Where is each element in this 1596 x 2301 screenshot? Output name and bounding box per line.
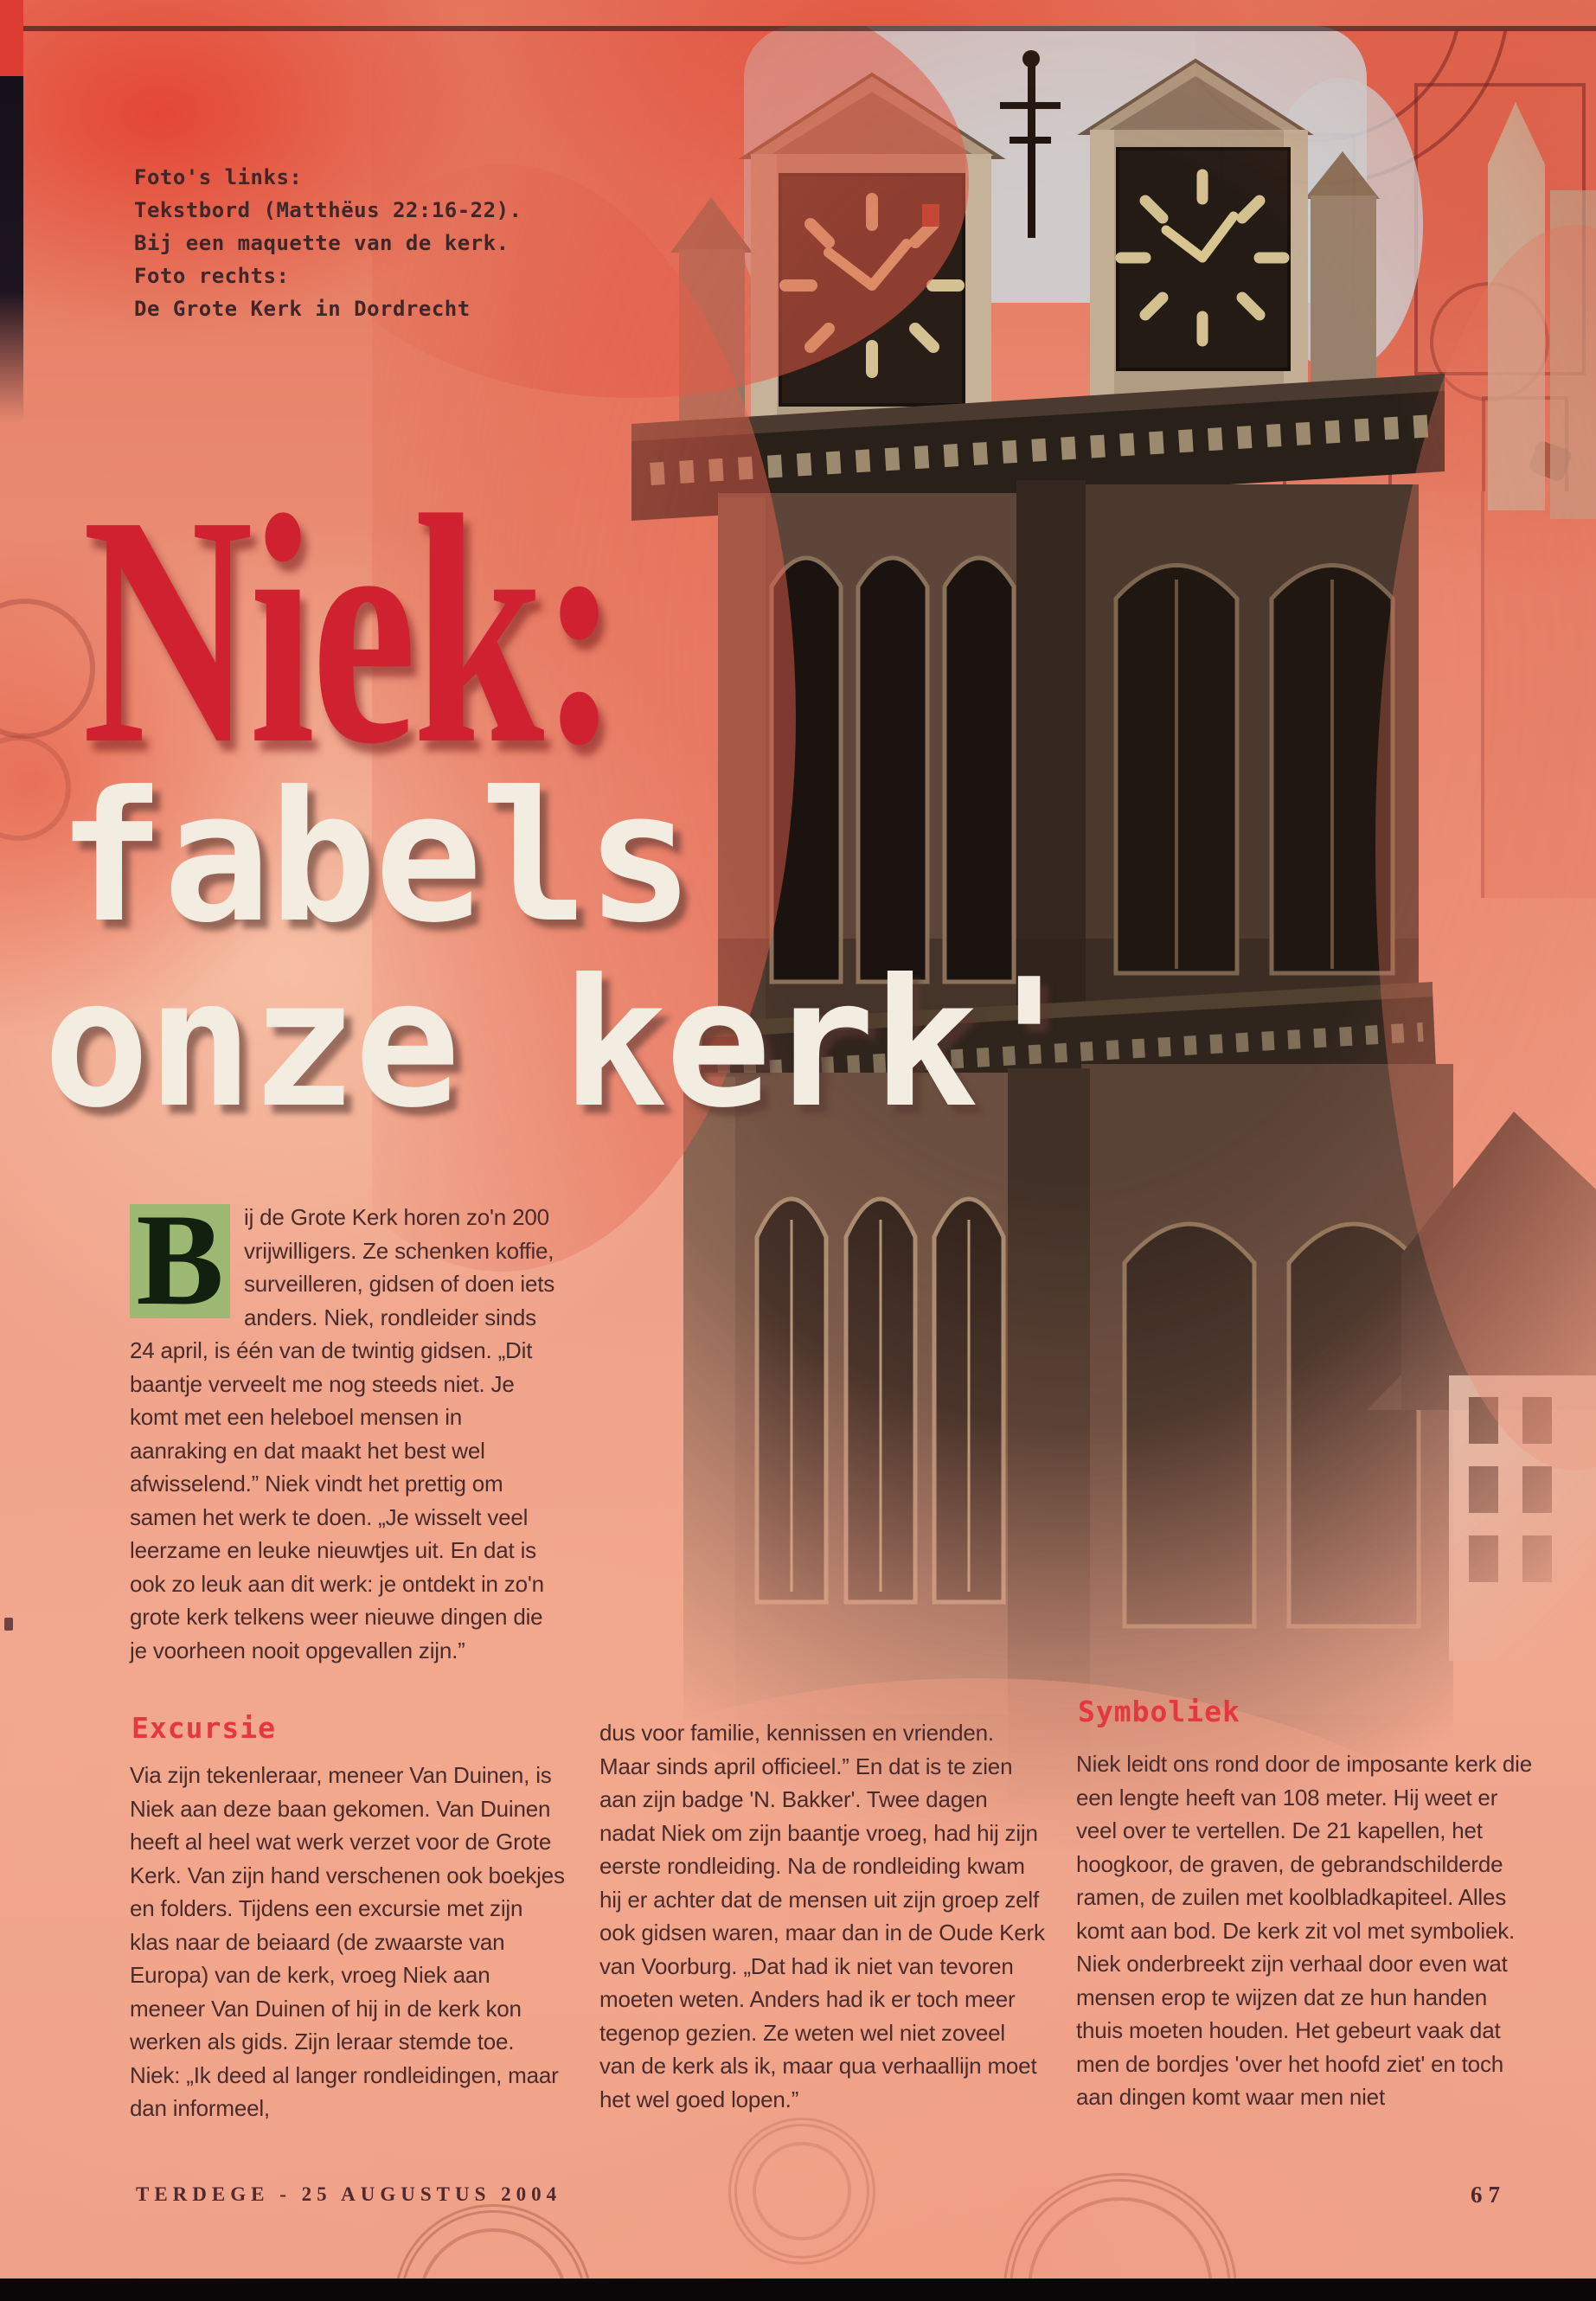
ornament-rosette bbox=[728, 2118, 875, 2265]
bottom-bar bbox=[0, 2279, 1596, 2301]
caption-line: Foto rechts: bbox=[134, 264, 290, 288]
caption-line: De Grote Kerk in Dordrecht bbox=[134, 297, 471, 321]
ornament-circle bbox=[0, 599, 95, 739]
upper-lancet-windows bbox=[772, 558, 1014, 982]
section-heading-excursie: Excursie bbox=[131, 1711, 276, 1745]
corner-red-block bbox=[0, 0, 23, 76]
left-edge-strip bbox=[0, 76, 23, 422]
symboliek-paragraph: Niek leidt ons rond door de imposante kerk die een lengte heeft van 108 meter. Hij weet er veel over te vertellen. De 21 kapellen, het hoogkoor, de graven, de gebrandschilderde ramen, de zuilen met koolbladkapiteel. Alles komt aan bod. De kerk zit vol met symboliek. Niek onderbreekt zijn verhaal door even wat mensen erop te wijzen dat ze hun handen thuis moeten houden. Het gebeurt vaak dat men de bordjes 'over het hoofd ziet' en toch aan dingen komt waar men niet bbox=[1076, 1751, 1532, 2110]
magazine-footer: TERDEGE - 25 AUGUSTUS 2004 bbox=[136, 2183, 562, 2205]
caption-line: Bij een maquette van de kerk. bbox=[134, 231, 510, 255]
excursie-paragraph: Via zijn tekenleraar, meneer Van Duinen, is Niek aan deze baan gekomen. Van Duinen heeft al heel wat werk verzet voor de Grote Kerk. Van zijn hand verschenen ook boekjes en folders. Tijdens een excursie met zijn klas naar de beiaard (de zwaarste van Europa) van de kerk, vroeg Niek aan meneer Van Duinen of hij in de kerk kon werken als gids. Zijn leraar stemde toe. Niek: „Ik deed al langer rondleidingen, maar dan informeel, bbox=[130, 1762, 565, 2121]
middle-column-paragraph: dus voor familie, kennissen en vrienden. Maar sinds april officieel.” En dat is te zien aan zijn badge 'N. Bakker'. Twee dagen nadat Niek om zijn baantje vroeg, had hij zijn eerste rondleiding. Na de rondleiding kwam hij er achter dat de mensen uit zijn groep zelf ook gidsen waren, maar dan in de Oude Kerk van Voorburg. „Dat had ik niet van tevoren moeten weten. Anders had ik er toch meer tegenop gezien. Ze weten wel niet zoveel van de kerk als ik, maar qua verhaallijn moet het wel goed lopen.” bbox=[599, 1720, 1045, 2112]
page-number: 67 bbox=[1471, 2182, 1506, 2208]
intro-text: ij de Grote Kerk horen zo'n 200 vrijwilligers. Ze schenken koffie, surveilleren, gidsen of doen iets anders. Niek, rondleider sinds 24 april, is één van de twintig gidsen. „Dit baantje verveelt me nog steeds niet. Je komt met een heleboel mensen in aanraking en dat maakt het best wel afwisselend.” Niek vindt het prettig om samen het werk te doen. „Je wisselt veel leerzame en leuke nieuwtjes uit. En dat is ook zo leuk aan dit werk: je ontdekt in zo'n grote kerk telkens weer nieuwe dingen die je voorheen nooit opgevallen zijn.” bbox=[130, 1204, 555, 1663]
article-title-line3: onze kerk' bbox=[43, 942, 1080, 1147]
caption-line: Tekstbord (Matthëus 22:16-22). bbox=[134, 198, 522, 222]
article-title-line2: fabels bbox=[57, 753, 692, 963]
clock-turret-right bbox=[1083, 61, 1308, 405]
drop-cap-letter: B bbox=[136, 1187, 224, 1332]
drop-cap bbox=[130, 1187, 230, 1332]
article-title-name: Niek: bbox=[82, 448, 616, 812]
caption-line: Foto's links: bbox=[134, 165, 303, 189]
intro-paragraph bbox=[130, 1187, 562, 1667]
margin-tick bbox=[4, 1618, 13, 1631]
top-rule bbox=[23, 26, 1596, 31]
section-heading-symboliek: Symboliek bbox=[1078, 1695, 1240, 1728]
photo-caption bbox=[134, 161, 522, 325]
